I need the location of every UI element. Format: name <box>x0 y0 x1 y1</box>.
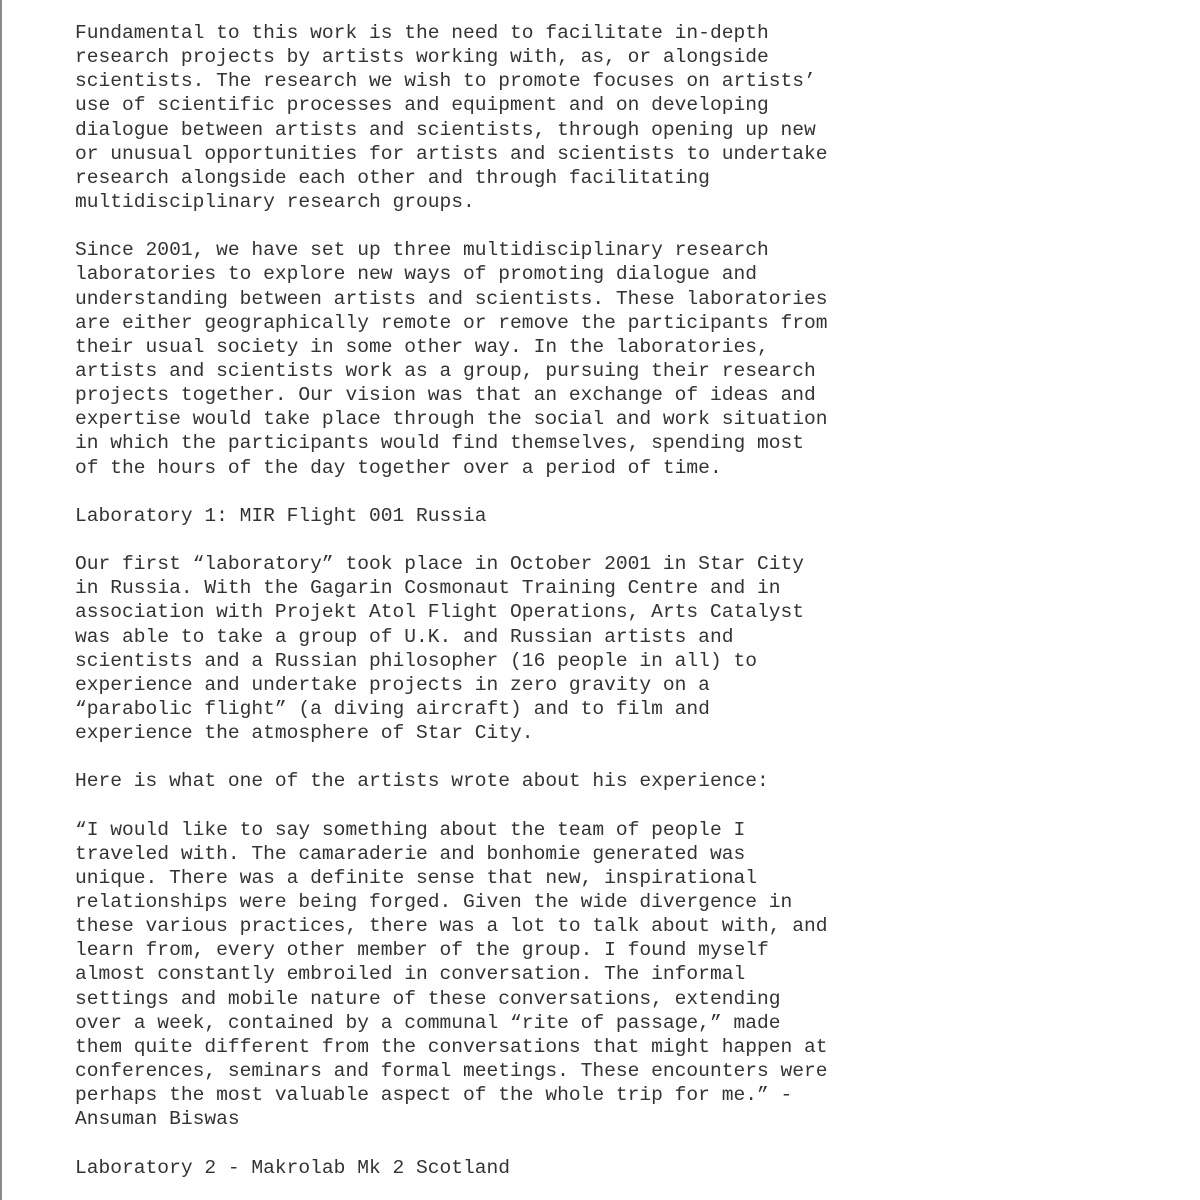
text-line: expertise would take place through the social and work situation <box>75 408 828 431</box>
text-line: traveled with. The camaraderie and bonhomie generated was <box>75 842 746 865</box>
text-line: “parabolic flight” (a diving aircraft) and to film and <box>75 697 710 720</box>
paragraph-quote-intro <box>75 769 875 793</box>
paragraph-spacer <box>75 745 875 769</box>
text-line: of the hours of the day together over a period of time. <box>75 456 722 479</box>
text-line: or unusual opportunities for artists and scientists to undertake <box>75 142 828 165</box>
text-line: in which the participants would find themselves, spending most <box>75 432 805 455</box>
paragraph-spacer <box>75 1131 875 1155</box>
text-line: learn from, every other member of the group. I found myself <box>75 939 769 962</box>
paragraph-star-city <box>75 552 875 745</box>
text-line: research projects by artists working with, as, or alongside <box>75 46 769 69</box>
text-line: was able to take a group of U.K. and Russian artists and <box>75 625 734 648</box>
text-line: Ansuman Biswas <box>75 1108 240 1131</box>
text-line: in Russia. With the Gagarin Cosmonaut Training Centre and in <box>75 577 781 600</box>
text-line: “I would like to say something about the team of people I <box>75 818 746 841</box>
text-line: association with Projekt Atol Flight Operations, Arts Catalyst <box>75 601 805 624</box>
text-line: laboratories to explore new ways of promoting dialogue and <box>75 263 757 286</box>
section-heading-laboratory-2 <box>75 1156 875 1180</box>
text-line: Fundamental to this work is the need to facilitate in-depth <box>75 22 769 44</box>
text-line: Laboratory 1: MIR Flight 001 Russia <box>75 504 487 527</box>
section-heading-laboratory-1 <box>75 504 875 528</box>
text-line: Since 2001, we have set up three multidisciplinary research <box>75 239 769 262</box>
text-line: scientists and a Russian philosopher (16 people in all) to <box>75 649 757 672</box>
paragraph-artist-quote <box>75 818 875 1132</box>
text-line: experience the atmosphere of Star City. <box>75 722 534 745</box>
text-line: them quite different from the conversations that might happen at <box>75 1035 828 1058</box>
paragraph-spacer <box>75 480 875 504</box>
document-text <box>75 21 875 1180</box>
text-line: conferences, seminars and formal meetings. These encounters were <box>75 1060 828 1083</box>
paragraph-spacer <box>75 214 875 238</box>
text-line: their usual society in some other way. In the laboratories, <box>75 335 769 358</box>
text-line: Our first “laboratory” took place in October 2001 in Star City <box>75 553 805 576</box>
text-line: almost constantly embroiled in conversation. The informal <box>75 963 746 986</box>
paragraph-spacer <box>75 528 875 552</box>
text-line: dialogue between artists and scientists, through opening up new <box>75 118 816 141</box>
text-line: use of scientific processes and equipment and on developing <box>75 94 769 117</box>
text-line: multidisciplinary research groups. <box>75 190 475 213</box>
text-line: scientists. The research we wish to promote focuses on artists’ <box>75 70 816 93</box>
paragraph-intro <box>75 21 875 214</box>
text-line: projects together. Our vision was that an exchange of ideas and <box>75 384 816 407</box>
text-line: Here is what one of the artists wrote about his experience: <box>75 770 769 793</box>
text-line: over a week, contained by a communal “rite of passage,” made <box>75 1011 781 1034</box>
text-line: settings and mobile nature of these conversations, extending <box>75 987 781 1010</box>
text-line: research alongside each other and through facilitating <box>75 166 710 189</box>
text-line: are either geographically remote or remove the participants from <box>75 311 828 334</box>
text-line: unique. There was a definite sense that new, inspirational <box>75 866 757 889</box>
text-line: experience and undertake projects in zero gravity on a <box>75 673 710 696</box>
text-line: understanding between artists and scientists. These laboratories <box>75 287 828 310</box>
text-line: these various practices, there was a lot to talk about with, and <box>75 915 828 938</box>
text-line: artists and scientists work as a group, pursuing their research <box>75 359 816 382</box>
paragraph-spacer <box>75 794 875 818</box>
text-line: Laboratory 2 - Makrolab Mk 2 Scotland <box>75 1156 511 1179</box>
text-line: perhaps the most valuable aspect of the whole trip for me.” - <box>75 1084 793 1107</box>
text-line: relationships were being forged. Given the wide divergence in <box>75 891 793 914</box>
paragraph-laboratories <box>75 238 875 479</box>
